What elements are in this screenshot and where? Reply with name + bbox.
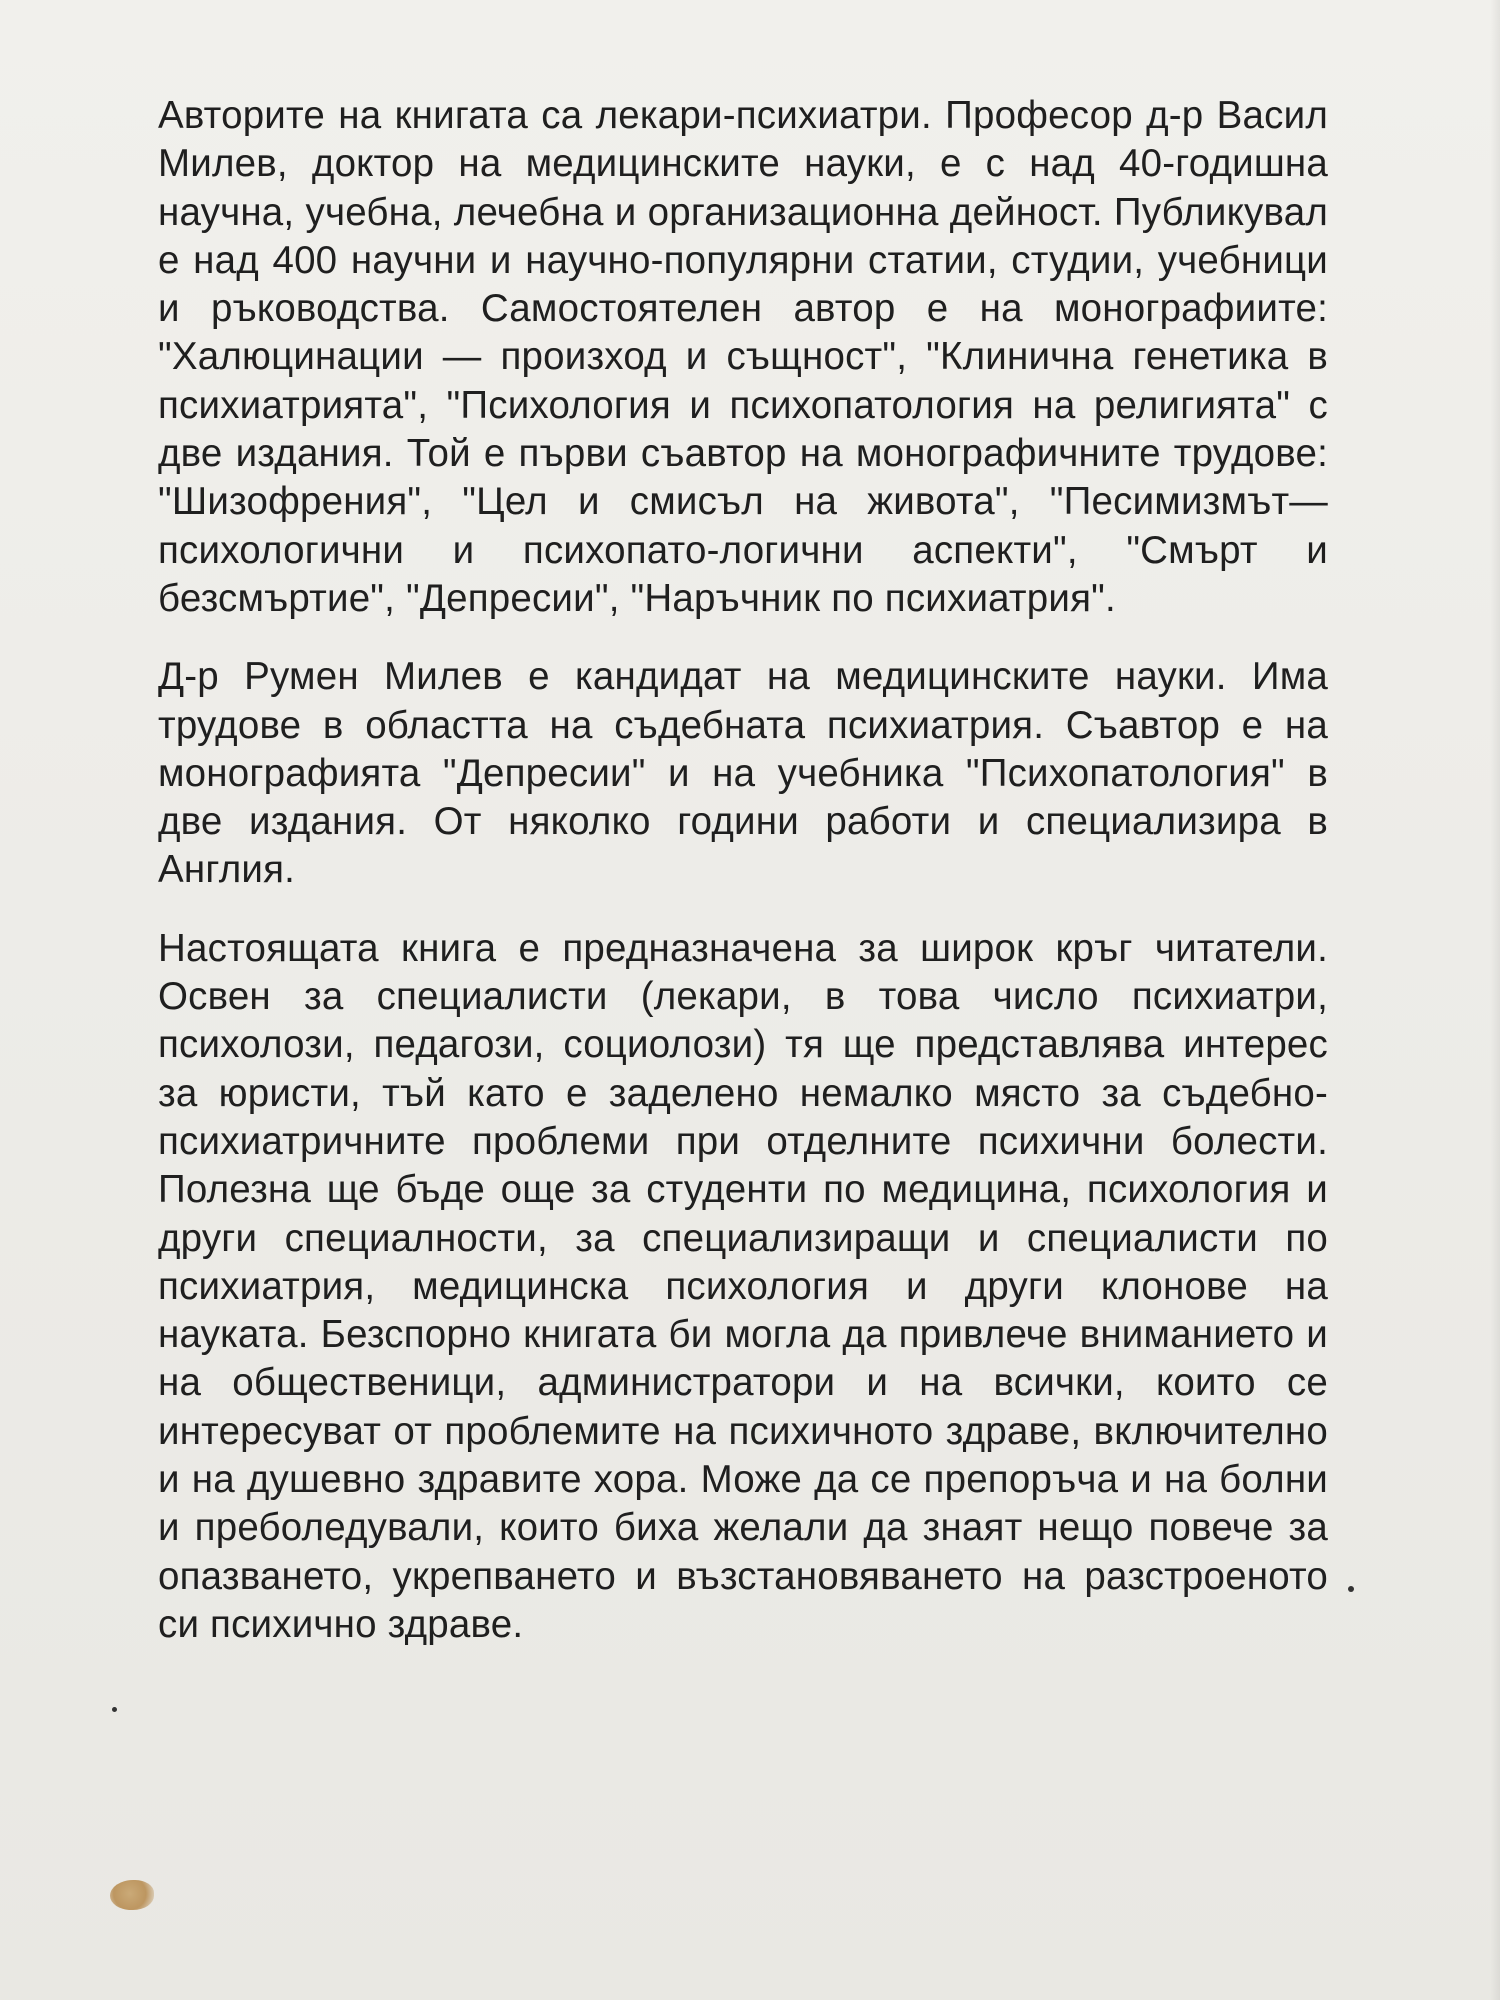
paper-stain (110, 1880, 154, 1910)
paper-speck (1348, 1586, 1354, 1592)
paragraph-author-vasil-milev: Авторите на книгата са лекари-психиатри. Професор д-р Васил Милев, доктор на медицинските науки, е с над 40-годишна научна, учебна, лечебна и организационна дейност. Публикувал е над 400 научни и научно-популярни статии, студии, учебници и ръководства. Самостоятелен автор е на монографиите: "Халюцинации — произход и същност", "Клинична генетика в психиатрията", "Психология и психопатология на религията" с две издания. Той е първи съавтор на монографичните трудове: "Шизофрения", "Цел и смисъл на живота", "Песимизмът— психологични и психопато-логични аспекти", "Смърт и безсмъртие", "Депресии", "Наръчник по психиатрия". (158, 94, 1328, 620)
paragraph-book-audience: Настоящата книга е предназначена за широк кръг читатели. Освен за специалисти (лекари, в това число психиатри, психолози, педагози, социолози) тя ще представлява интерес за юристи, тъй като е заделено немалко място за съдебно-психиатричните проблеми при отделните психични болести. Полезна ще бъде още за студенти по медицина, психология и други специалности, за специализиращи и специалисти по психиатрия, медицинска психология и други клонове на науката. Безспорно книгата би могла да привлече вниманието и на общественици, администратори и на всички, които се интересуват от проблемите на психичното здраве, включително и на душевно здравите хора. Може да се препоръча и на болни и преболедували, които биха желали да знаят нещо повече за опазването, укрепването и възстановяването на разстроеното си психично здраве. (158, 926, 1328, 1646)
paper-speck (112, 1707, 117, 1712)
page-edge-shadow (1490, 0, 1500, 2000)
about-authors-text (158, 92, 1328, 1649)
paragraph-author-rumen-milev: Д-р Румен Милев е кандидат на медицинските науки. Има трудове в областта на съдебната психиатрия. Съавтор е на монографията "Депресии" и на учебника "Психопатология" в две издания. От няколко години работи и специализира в Англия. (158, 655, 1328, 892)
